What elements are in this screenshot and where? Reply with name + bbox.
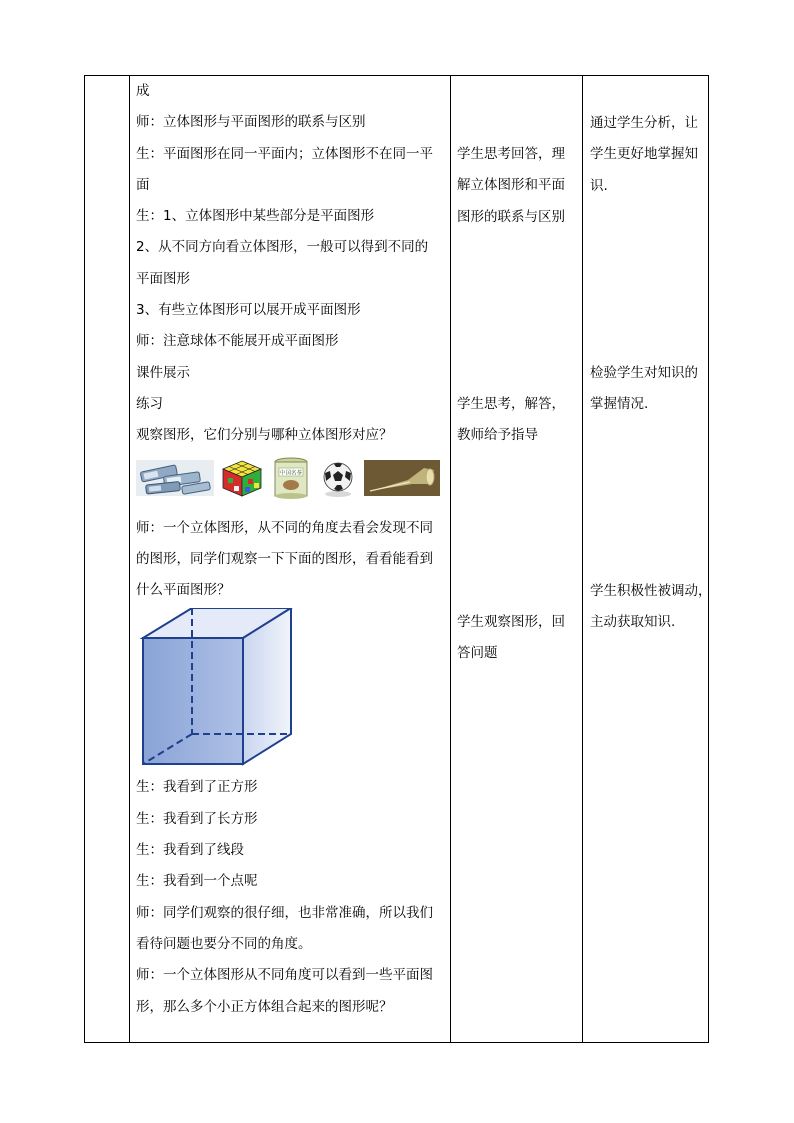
funnel-photo — [364, 460, 440, 496]
lesson-line: 形，那么多个小正方体组合起来的图形呢？ — [136, 998, 393, 1015]
activity-line: 学生思考，解答， — [457, 396, 565, 412]
lesson-line: 平面图形 — [136, 270, 190, 287]
lesson-line: 什么平面图形？ — [136, 582, 231, 599]
lesson-line: 生：我看到了正方形 — [136, 779, 258, 796]
lesson-line: 课件展示 — [136, 364, 190, 381]
intent-line: 检验学生对知识的 — [590, 365, 698, 381]
lesson-line: 2、从不同方向看立体图形，一般可以得到不同的 — [136, 239, 429, 256]
lesson-line: 看待问题也要分不同的角度。 — [136, 935, 312, 952]
lesson-line: 生：我看到了线段 — [136, 842, 244, 859]
lesson-table — [84, 75, 712, 1043]
design-intent-block — [590, 108, 708, 202]
lesson-line: 师：一个立体图形，从不同的角度去看会发现不同 — [136, 519, 433, 536]
soccer-ball-photo — [317, 456, 359, 500]
tea-can-label: 中国名茶 — [279, 470, 303, 477]
batteries-photo — [136, 460, 214, 496]
student-activity-block — [457, 389, 579, 452]
lesson-line: 观察图形，它们分别与哪种立体图形对应？ — [136, 427, 393, 444]
rubiks-cube-photo — [219, 458, 265, 498]
intent-line: 主动获取知识. — [590, 614, 676, 631]
activity-line: 图形的联系与区别 — [457, 208, 565, 225]
lesson-line: 师：立体图形与平面图形的联系与区别 — [136, 114, 366, 131]
lesson-line: 练习 — [136, 395, 163, 412]
intent-line: 学生更好地掌握知 — [590, 146, 698, 163]
intent-line: 掌握情况. — [590, 396, 649, 413]
activity-line: 答问题 — [457, 645, 498, 662]
design-intent-block — [590, 358, 708, 421]
teaching-process-column — [136, 76, 448, 1023]
lesson-line: 师：同学们观察的很仔细，也非常准确，所以我们 — [136, 904, 433, 921]
object-photos-row — [136, 456, 448, 500]
intent-line: 通过学生分析，让 — [590, 115, 698, 131]
activity-line: 教师给予指导 — [457, 427, 538, 444]
lesson-line: 3、有些立体图形可以展开成平面图形 — [136, 302, 361, 319]
student-activity-block — [457, 607, 579, 670]
cube-diagram — [136, 608, 296, 768]
tea-can-photo — [270, 456, 312, 500]
lesson-line: 面 — [136, 176, 150, 193]
lesson-line: 师：注意球体不能展开成平面图形 — [136, 333, 339, 350]
intent-line: 学生积极性被调动， — [590, 583, 712, 599]
activity-line: 学生观察图形，回 — [457, 614, 565, 630]
activity-line: 学生思考回答，理 — [457, 146, 565, 162]
lesson-line: 生：平面图形在同一平面内；立体图形不在同一平 — [136, 145, 433, 162]
intent-line: 识. — [590, 177, 608, 194]
student-activity-block — [457, 139, 579, 233]
lesson-line: 生：我看到一个点呢 — [136, 873, 258, 890]
column-divider — [450, 76, 451, 1042]
lesson-line: 师：一个立体图形从不同角度可以看到一些平面图 — [136, 967, 433, 984]
design-intent-block — [590, 576, 712, 639]
column-divider — [129, 76, 130, 1042]
activity-line: 解立体图形和平面 — [457, 177, 565, 194]
lesson-line: 生：我看到了长方形 — [136, 810, 258, 827]
column-divider — [582, 76, 583, 1042]
lesson-line: 成 — [136, 83, 150, 99]
lesson-line: 的图形，同学们观察一下下面的图形，看看能看到 — [136, 550, 433, 567]
lesson-line: 生：1、立体图形中某些部分是平面图形 — [136, 208, 375, 225]
